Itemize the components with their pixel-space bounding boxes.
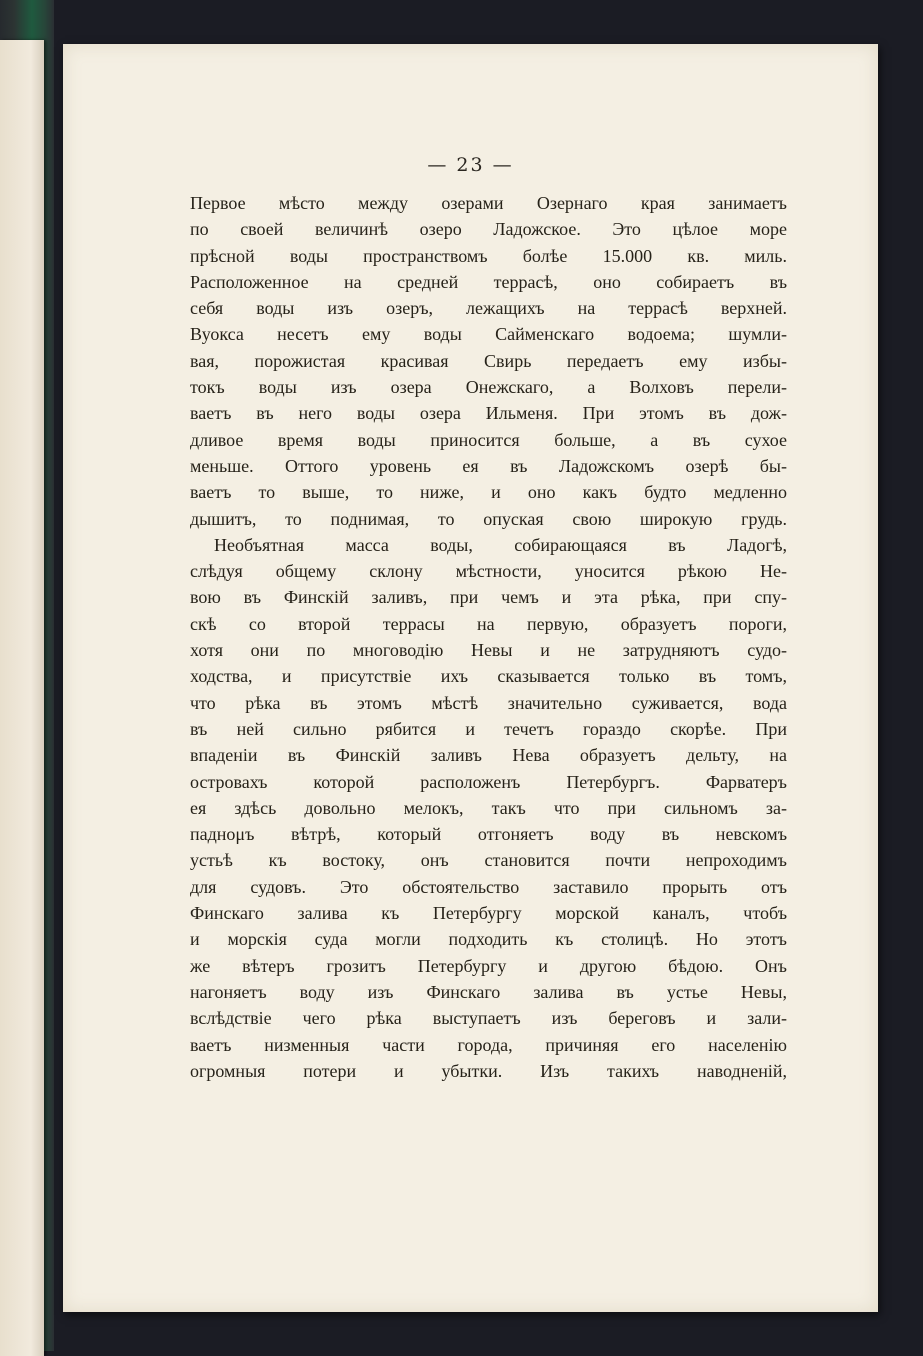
text-line: огромныя потери и убытки. Изъ такихъ наводненій, xyxy=(190,1060,787,1081)
text-line: ваетъ въ него воды озера Ильменя. При этомъ въ дож- xyxy=(190,403,787,424)
text-line: дливое время воды приносится больше, а въ сухое xyxy=(190,429,787,450)
text-line: ея здѣсь довольно мелокъ, такъ что при сильномъ за- xyxy=(190,797,787,818)
text-line: паднομъ вѣтрѣ, который отгоняетъ воду въ невскомъ xyxy=(190,824,787,845)
text-line: Вуокса несетъ ему воды Сайменскаго водоема; шумли- xyxy=(190,324,787,345)
text-line: устьѣ къ востоку, онъ становится почти непроходимъ xyxy=(190,850,787,871)
text-line: вою въ Финскій заливъ, при чемъ и эта рѣка, при спу- xyxy=(190,587,787,608)
text-line: токъ воды изъ озера Онежскаго, а Волховъ перели- xyxy=(190,377,787,398)
text-line: Финскаго залива къ Петербургу морской каналъ, чтобъ xyxy=(190,903,787,924)
text-line: себя воды изъ озеръ, лежащихъ на террасѣ верхней. xyxy=(190,298,787,319)
text-line: скѣ со второй террасы на первую, образуетъ пороги, xyxy=(190,613,787,634)
text-line: ходства, и присутствіе ихъ сказывается только въ томъ, xyxy=(190,666,787,687)
text-line: и морскія суда могли подходить къ столицѣ. Но этотъ xyxy=(190,929,787,950)
text-line: вая, порожистая красивая Свирь передаетъ ему избы- xyxy=(190,350,787,371)
text-line: впаденіи въ Финскій заливъ Нева образуетъ дельту, на xyxy=(190,745,787,766)
text-line: Расположенное на средней террасѣ, оно собираетъ въ xyxy=(190,271,787,292)
text-line: что рѣка въ этомъ мѣстѣ значительно суживается, вода xyxy=(190,692,787,713)
body-text xyxy=(190,190,787,1084)
text-line: въ ней сильно рябится и течетъ гораздо скорѣе. При xyxy=(190,718,787,739)
page-number: — 23 — xyxy=(427,154,514,176)
text-line: ваетъ низменныя части города, причиняя его населенію xyxy=(190,1034,787,1055)
text-line: прѣсной воды пространствомъ болѣе 15.000 кв. миль. xyxy=(190,245,787,266)
text-line: по своей величинѣ озеро Ладожское. Это цѣлое море xyxy=(190,219,787,240)
text-line: Первое мѣсто между озерами Озернаго края занимаетъ xyxy=(190,193,787,213)
text-line: меньше. Оттого уровень ея въ Ладожскомъ озерѣ бы- xyxy=(190,455,787,476)
text-line: же вѣтеръ грозитъ Петербургу и другою бѣдою. Онъ xyxy=(190,955,787,976)
previous-page-edge xyxy=(0,40,44,1356)
text-line: ваетъ то выше, то ниже, и оно какъ будто медленно xyxy=(190,482,787,503)
text-line: островахъ которой расположенъ Петербургъ. Фарватеръ xyxy=(190,771,787,792)
text-line: слѣдуя общему склону мѣстности, уносится рѣкою Не- xyxy=(190,561,787,582)
text-line: хотя они по многоводію Невы и не затрудняютъ судо- xyxy=(190,640,787,661)
text-line: нагоняетъ воду изъ Финскаго залива въ устье Невы, xyxy=(190,981,787,1002)
book-page xyxy=(63,44,878,1312)
text-line: вслѣдствіе чего рѣка выступаетъ изъ береговъ и зали- xyxy=(190,1008,787,1029)
text-line: дышитъ, то поднимая, то опуская свою широкую грудь. xyxy=(190,508,787,529)
text-line: для судовъ. Это обстоятельство заставило прорыть отъ xyxy=(190,876,787,897)
text-line: Необъятная масса воды, собирающаяся въ Ладогѣ, xyxy=(214,534,787,555)
